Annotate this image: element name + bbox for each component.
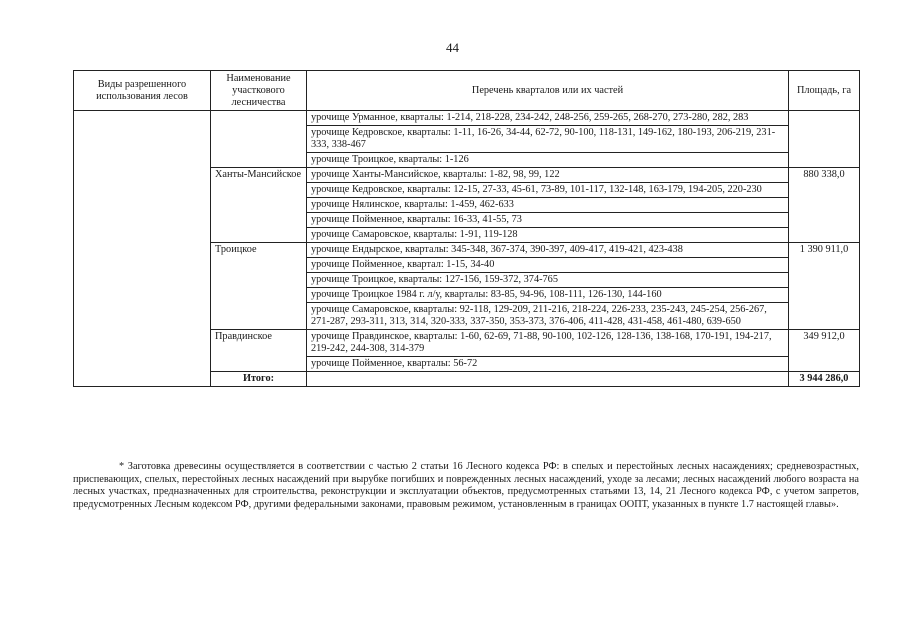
table-header-row [74, 71, 860, 111]
quarters-cell: урочище Кедровское, кварталы: 12-15, 27-33, 45-61, 73-89, 101-117, 132-148, 163-179, 194-205, 220-230 [307, 183, 789, 198]
quarters-cell: урочище Самаровское, кварталы: 92-118, 129-209, 211-216, 218-224, 226-233, 235-243, 245-254, 256-267, 271-287, 293-311, 313, 314, 320-333, 337-350, 353-373, 376-406, 411-428, 431-458, 461-480, 639-650 [307, 303, 789, 330]
quarters-cell: урочище Троицкое 1984 г. л/у, кварталы: 83-85, 94-96, 108-111, 126-130, 144-160 [307, 288, 789, 303]
table-row [74, 111, 860, 126]
use-type-cell [74, 111, 211, 387]
footnote-text: * Заготовка древесины осуществляется в соответствии с частью 2 статьи 16 Лесного кодекса РФ: в спелых и перестойных лесных насаждениях; средневозрастных, приспевающих, спелых, перестойных лесных насаждений при вырубке погибших и поврежденных лесных насаждений, уходе за лесами; лесных насаждений любого возраста на лесных участках, предназначенных для строительства, реконструкции и эксплуатации объектов, предусмотренных статьями 13, 14, 21 Лесного кодекса РФ, с учетом запретов, предусмотренных Лесным кодексом РФ, другими федеральными законами, правовым режимом, установленным в границах ООПТ, указанных в пункте 1.7 настоящей главы». [73, 461, 859, 510]
district-cell: Троицкое [211, 243, 307, 330]
page-number: 44 [446, 40, 459, 55]
header-area: Площадь, га [789, 71, 860, 111]
area-cell: 880 338,0 [789, 168, 860, 243]
quarters-cell: урочище Ендырское, кварталы: 345-348, 367-374, 390-397, 409-417, 419-421, 423-438 [307, 243, 789, 258]
total-empty-cell [307, 372, 789, 387]
quarters-cell: урочище Пойменное, кварталы: 16-33, 41-55, 73 [307, 213, 789, 228]
total-label: Итого: [211, 372, 307, 387]
header-district: Наименование участкового лесничества [211, 71, 307, 111]
footnote [73, 461, 859, 511]
quarters-cell: урочище Урманное, кварталы: 1-214, 218-228, 234-242, 248-256, 259-265, 268-270, 273-280, 282, 283 [307, 111, 789, 126]
district-cell [211, 111, 307, 168]
header-quarters: Перечень кварталов или их частей [307, 71, 789, 111]
quarters-cell: урочище Кедровское, кварталы: 1-11, 16-26, 34-44, 62-72, 90-100, 118-131, 149-162, 180-193, 206-219, 231-333, 338-467 [307, 126, 789, 153]
quarters-cell: урочище Правдинское, кварталы: 1-60, 62-69, 71-88, 90-100, 102-126, 128-136, 138-168, 170-191, 194-217, 219-242, 244-308, 314-379 [307, 330, 789, 357]
district-cell: Ханты-Мансийское [211, 168, 307, 243]
quarters-cell: урочище Троицкое, кварталы: 127-156, 159-372, 374-765 [307, 273, 789, 288]
area-cell: 349 912,0 [789, 330, 860, 372]
area-cell: 1 390 911,0 [789, 243, 860, 330]
quarters-cell: урочище Пойменное, кварталы: 56-72 [307, 357, 789, 372]
quarters-cell: урочище Нялинское, кварталы: 1-459, 462-633 [307, 198, 789, 213]
total-value: 3 944 286,0 [789, 372, 860, 387]
forest-use-table [73, 70, 860, 387]
quarters-cell: урочище Самаровское, кварталы: 1-91, 119-128 [307, 228, 789, 243]
quarters-cell: урочище Ханты-Мансийское, кварталы: 1-82, 98, 99, 122 [307, 168, 789, 183]
quarters-cell: урочище Пойменное, квартал: 1-15, 34-40 [307, 258, 789, 273]
area-cell [789, 111, 860, 168]
header-use-type: Виды разрешенного использования лесов [74, 71, 211, 111]
quarters-cell: урочище Троицкое, кварталы: 1-126 [307, 153, 789, 168]
district-cell: Правдинское [211, 330, 307, 372]
